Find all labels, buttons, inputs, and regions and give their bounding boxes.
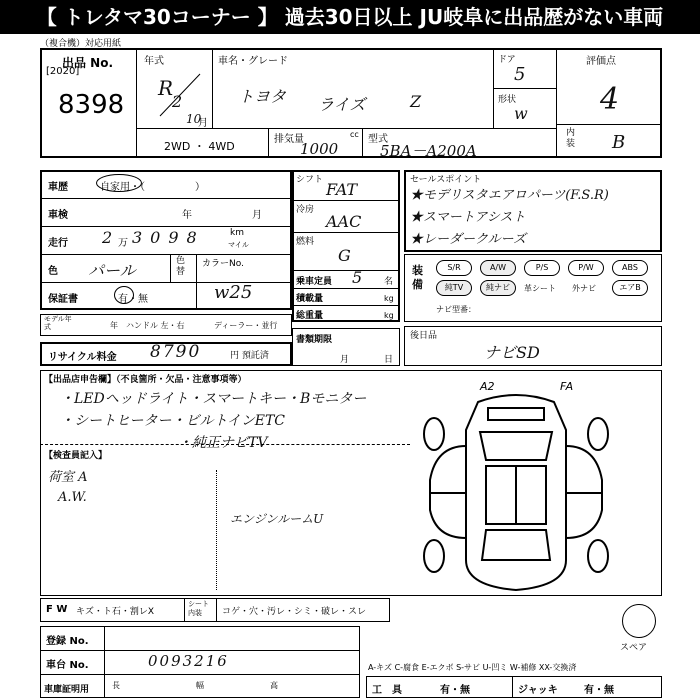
note-line-3: ・純正ナビTV [178, 435, 268, 451]
inspection-label: 車検 [48, 210, 68, 221]
year-value: 2 [172, 92, 183, 111]
color-value: パール [88, 261, 136, 280]
notes-label: 【出品店申告欄】（不良箇所・欠品・注意事項等） [44, 375, 247, 385]
shift-label: シフト [296, 175, 324, 185]
reg-no-label: 登録 No. [46, 636, 89, 647]
interior-value: B [612, 132, 626, 153]
model-name: ライズ [318, 95, 366, 114]
model-year-year: 年 [110, 321, 118, 330]
displacement-label: 排気量 [274, 134, 304, 145]
history-label: 車歴 [48, 182, 68, 193]
inspector-line-2: A.W. [58, 490, 87, 505]
model-year-label: モデル年式 [44, 315, 72, 331]
equip-leather: 革シート [524, 284, 556, 293]
mileage-label: 走行 [48, 238, 68, 249]
weight-label: 総重量 [296, 311, 324, 321]
sales-point-2: ★スマートアシスト [410, 210, 526, 225]
load-label: 積載量 [296, 294, 324, 304]
doc-deadline-month: 月 [340, 355, 350, 365]
year-era: R [158, 76, 174, 100]
cert-label: 車庫証明用 [44, 685, 90, 695]
shape-label: 形状 [498, 95, 517, 105]
tools-label: 工 具 [372, 685, 402, 696]
color-code-value: w25 [214, 282, 253, 303]
score-label: 評価点 [586, 56, 616, 67]
jack-options: 有・無 [584, 685, 614, 696]
ac-label: 冷房 [296, 205, 315, 215]
equip-airbag: エアB [612, 280, 648, 296]
seat-text: コゲ・穴・汚レ・シミ・破レ・スレ [222, 607, 367, 617]
shape-value: w [514, 104, 528, 123]
load-unit: kg [384, 294, 394, 303]
interior-label: 内装 [566, 128, 576, 149]
color-label: 色 [48, 266, 58, 277]
equipment-label: 装備 [412, 264, 423, 291]
history-circle [96, 174, 142, 192]
banner-title: 【 トレタマ30コーナー 】 過去30日以上 JU岐阜に出品歴がない車両 [0, 0, 700, 34]
seat-label: シート内装 [188, 600, 209, 617]
drive-options: 2WD ・ 4WD [164, 140, 235, 153]
equip-ps: P/S [524, 260, 560, 276]
sales-point-3: ★レーダークルーズ [410, 232, 526, 247]
capacity-value: 5 [352, 268, 363, 287]
doors-value: 5 [514, 64, 526, 85]
model-year-dealer: ディーラー・並行 [214, 321, 278, 330]
displacement-unit: cc [350, 130, 359, 139]
model-grade: Z [410, 92, 422, 111]
spare-icon [622, 604, 656, 638]
weight-unit: kg [384, 311, 394, 320]
car-diagram [416, 390, 616, 596]
equip-tv: 純TV [436, 280, 472, 296]
spare-label: スペア [620, 643, 648, 653]
jack-label: ジャッキ [518, 685, 558, 696]
warranty-label: 保証書 [48, 294, 78, 305]
warranty-circle [114, 286, 134, 304]
year-month: 10 [186, 112, 202, 126]
capacity-label: 乗車定員 [296, 277, 333, 287]
lot-number: 8398 [58, 90, 125, 120]
equip-ext-nav: 外ナビ [572, 284, 596, 293]
equip-nav: 純ナビ [480, 280, 516, 296]
recycle-value: 8790 [150, 342, 202, 362]
chassis-value: 0093216 [148, 652, 229, 670]
doc-deadline-day: 日 [384, 355, 394, 365]
note-line-2: ・シートヒーター・ビルトインETC [60, 413, 286, 429]
tools-row [366, 676, 662, 698]
fw-label: F W [46, 604, 68, 615]
equip-sr: S/R [436, 260, 472, 276]
lot-year-tag: [2020] [46, 66, 80, 77]
mileage-man-unit: 万 [118, 238, 128, 249]
year-label: 年式 [144, 56, 164, 67]
subheader: （複合機）対応用紙 [40, 39, 122, 49]
sales-point-1: ★モデリスタエアロパーツ(F.S.R) [410, 188, 609, 203]
inspection-year: 年 [182, 210, 192, 221]
displacement-value: 1000 [300, 140, 339, 158]
color-change-label: 色替 [176, 256, 186, 277]
doors-label: ドア [498, 55, 516, 65]
inspector-line-1: 荷室 A [48, 470, 88, 485]
mileage-value: 3098 [132, 228, 205, 247]
ac-value: AAC [326, 212, 362, 231]
recycle-unit: 円 預託済 [230, 351, 269, 361]
month-suffix: 月 [198, 118, 208, 129]
fuel-value: G [338, 246, 351, 265]
note-line-1: ・LEDヘッドライト・スマートキー・Bモニター [60, 391, 367, 407]
rear-items-value: ナビSD [484, 343, 540, 362]
inspector-label: 【検査員記入】 [44, 451, 108, 461]
nav-model-label: ナビ型番： [436, 305, 476, 314]
recycle-label: リサイクル料金 [48, 352, 117, 363]
doc-deadline-label: 書類期限 [296, 335, 333, 345]
diagram-mark-fa: FA [560, 380, 574, 393]
shift-value: FAT [326, 180, 358, 199]
inspector-line-3: エンジンルームU [230, 512, 324, 526]
fw-text: キズ・ト石・割レX [76, 607, 154, 617]
cert-length: 長 [112, 681, 120, 690]
type-value: 5BA－A200A [380, 142, 477, 160]
mileage-unit2: マイル [228, 241, 249, 249]
cert-height: 高 [270, 681, 278, 690]
capacity-unit: 名 [384, 277, 394, 287]
rear-items-label: 後日品 [410, 331, 438, 341]
model-label: 車名・グレード [218, 56, 288, 67]
color-code-label: カラーNo. [202, 259, 244, 269]
model-maker: トヨタ [238, 87, 287, 106]
equip-aw: A/W [480, 260, 516, 276]
mileage-unit: km [230, 228, 244, 238]
model-year-handle: ハンドル 左・右 [126, 321, 185, 330]
equip-abs: ABS [612, 260, 648, 276]
inspection-month: 月 [252, 210, 262, 221]
sales-points-label: セールスポイント [410, 175, 482, 185]
tools-options: 有・無 [440, 685, 470, 696]
mileage-man: 2 [102, 228, 113, 247]
type-label: 型式 [368, 134, 388, 145]
warranty-options: 有・無 [118, 294, 148, 305]
equip-pw: P/W [568, 260, 604, 276]
lot-label: 出品 No. [62, 56, 114, 70]
damage-legend: A-キズ C-腐食 E-エクボ S-サビ U-凹ミ W-補修 XX-交換済 [368, 663, 577, 672]
history-options: 自家用・（ ） [100, 182, 205, 193]
score-value: 4 [600, 82, 620, 117]
diagram-mark-a2: A2 [480, 380, 495, 393]
fuel-label: 燃料 [296, 237, 315, 247]
cert-width: 幅 [196, 681, 204, 690]
chassis-label: 車台 No. [46, 660, 89, 671]
year-slash [150, 70, 210, 120]
